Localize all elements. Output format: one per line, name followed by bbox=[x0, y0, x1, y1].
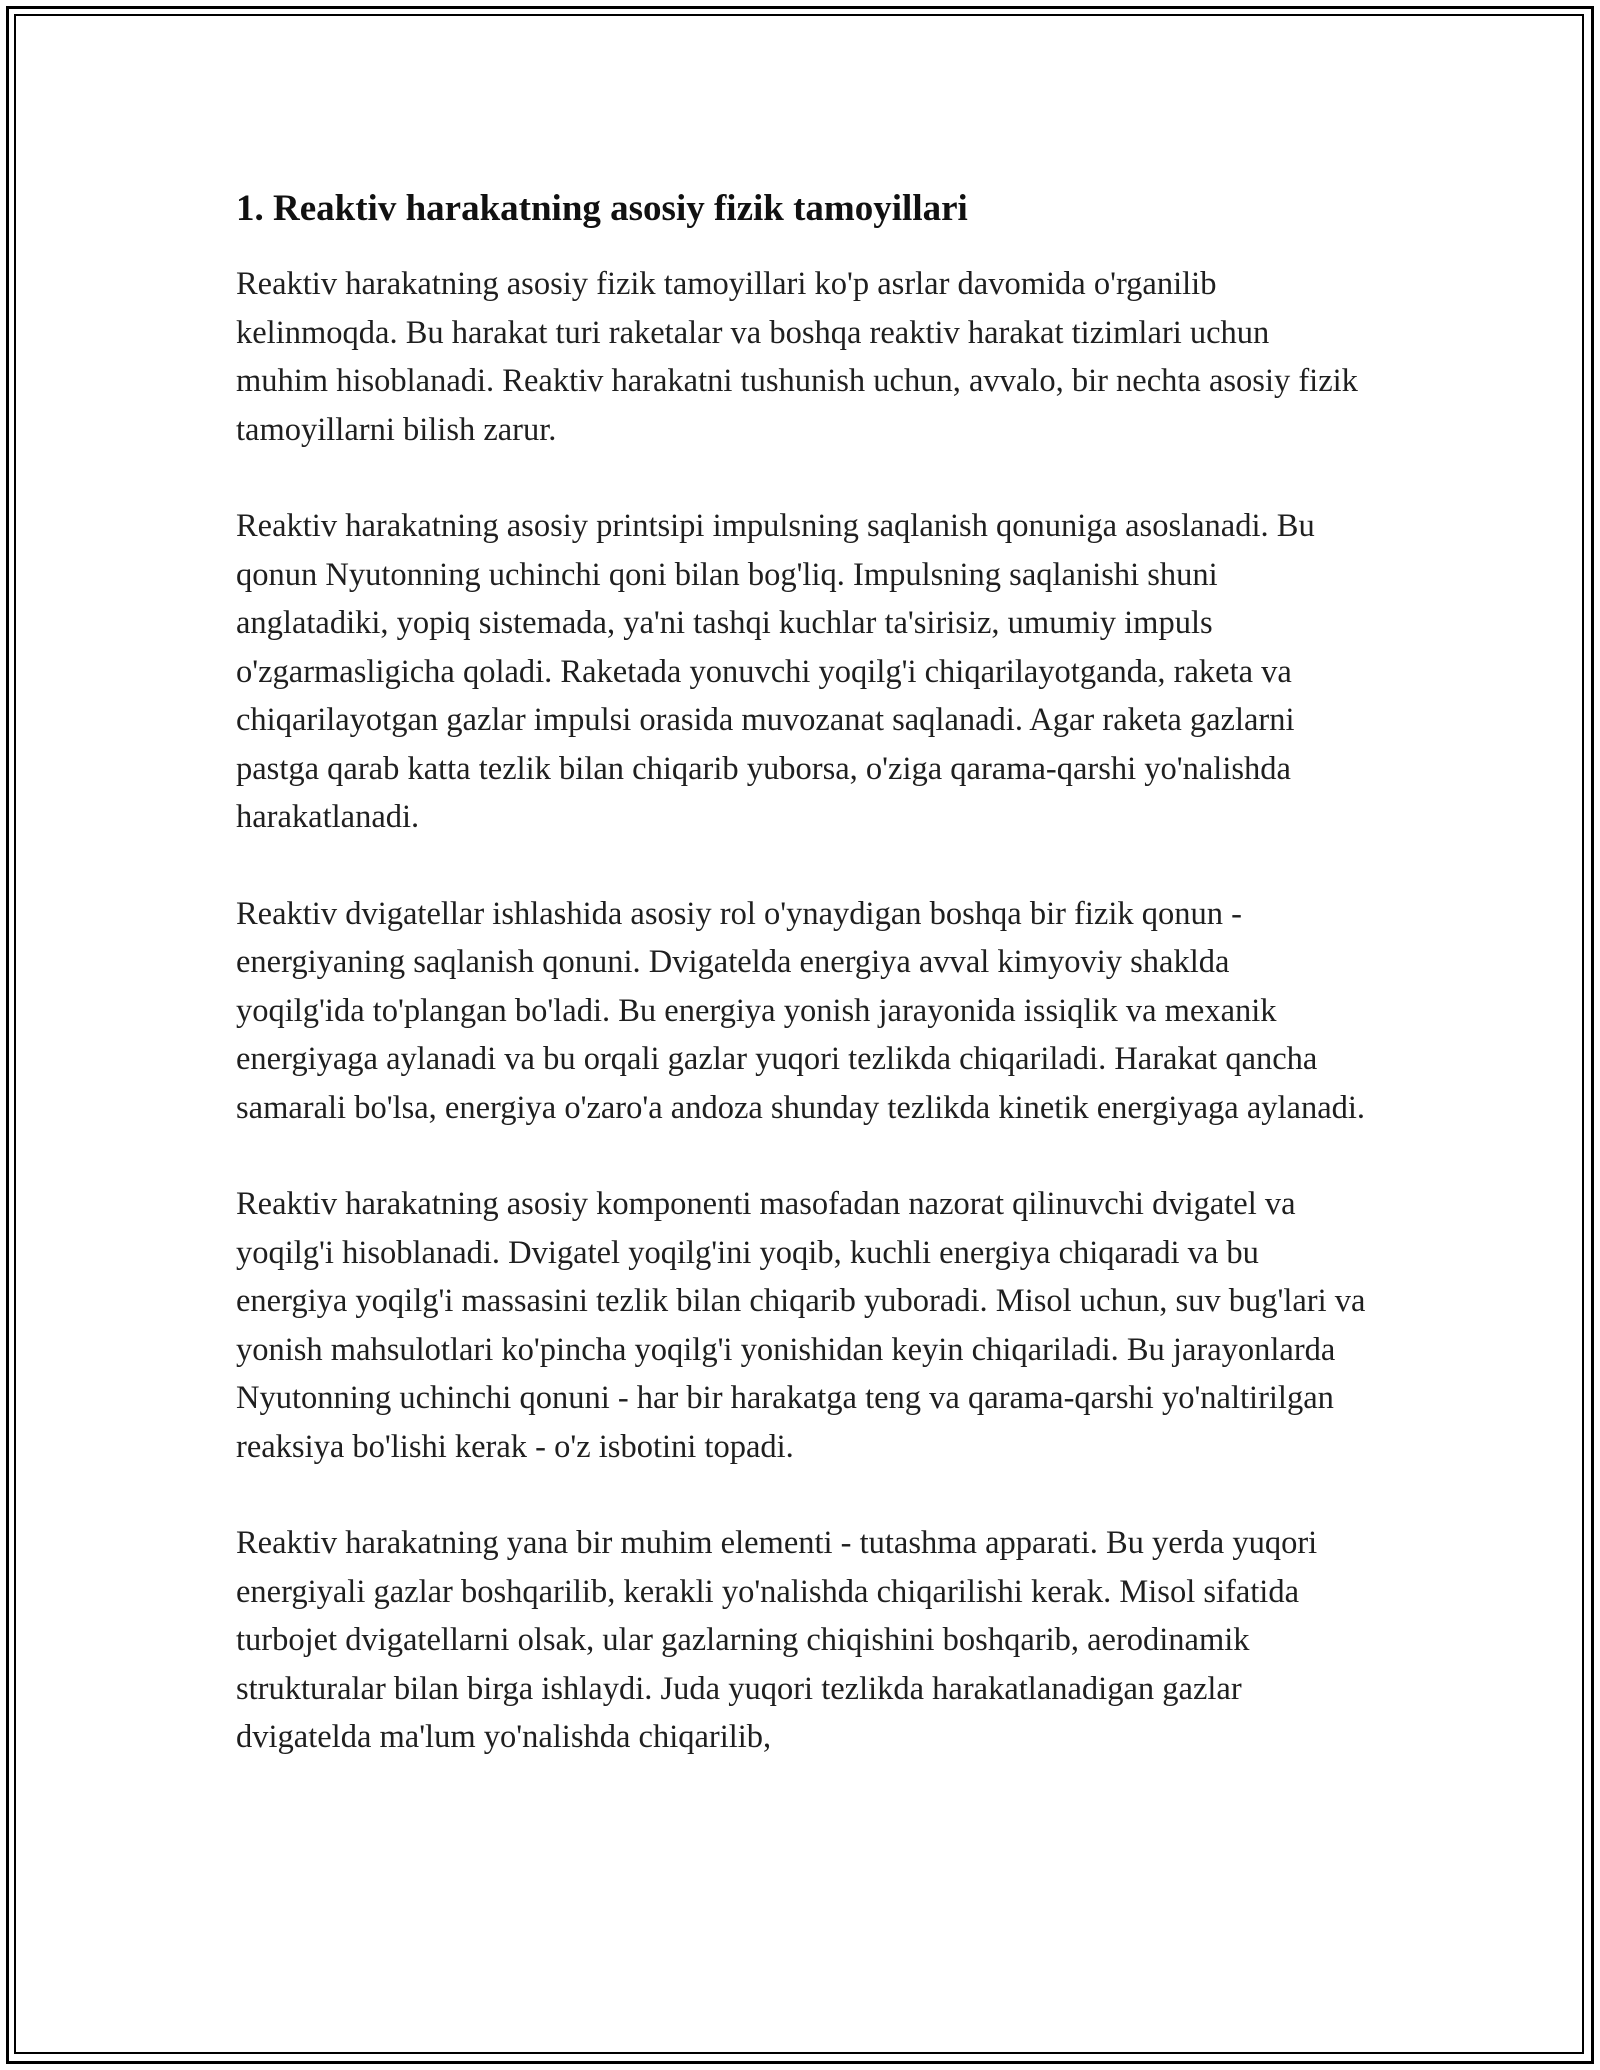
paragraph-4: Reaktiv harakatning asosiy komponenti masofadan nazorat qilinuvchi dvigatel va yoqilg'i hisoblanadi. Dvigatel yoqilg'ini yoqib, kuchli energiya chiqaradi va bu energiya yoqilg'i massasini tezlik bilan chiqarib yuboradi. Misol uchun, suv bug'lari va yonish mahsulotlari ko'pincha yoqilg'i yonishidan keyin chiqariladi. Bu jarayonlarda Nyutonning uchinchi qonuni - har bir harakatga teng va qarama-qarshi yo'naltirilgan reaksiya bo'lishi kerak - o'z isbotini topadi. bbox=[236, 1186, 1366, 1465]
paragraph-5: Reaktiv harakatning yana bir muhim elementi - tutashma apparati. Bu yerda yuqori energiyali gazlar boshqarilib, kerakli yo'nalishda chiqarilishi kerak. Misol sifatida turbojet dvigatellarni olsak, ular gazlarning chiqishini boshqarib, aerodinamik strukturalar bilan birga ishlaydi. Juda yuqori tezlikda harakatlanadigan gazlar dvigatelda ma'lum yo'nalishda chiqarilib, bbox=[236, 1525, 1318, 1756]
paragraph-3: Reaktiv dvigatellar ishlashida asosiy rol o'ynaydigan boshqa bir fizik qonun - energiyaning saqlanish qonuni. Dvigatelda energiya avval kimyoviy shaklda yoqilg'ida to'plangan bo'ladi. Bu energiya yonish jarayonida issiqlik va mexanik energiyaga aylanadi va bu orqali gazlar yuqori tezlikda chiqariladi. Harakat qancha samarali bo'lsa, energiya o'zaro'a andoza shunday tezlikda kinetik energiyaga aylanadi. bbox=[236, 895, 1366, 1126]
paragraph-1: Reaktiv harakatning asosiy fizik tamoyillari ko'p asrlar davomida o'rganilib kelinmoqda. Bu harakat turi raketalar va boshqa reaktiv harakat tizimlari uchun muhim hisoblanadi. Reaktiv harakatni tushunish uchun, avvalo, bir nechta asosiy fizik tamoyillarni bilish zarur. bbox=[236, 266, 1358, 448]
document-body bbox=[236, 186, 1366, 1810]
paragraph-2: Reaktiv harakatning asosiy printsipi impulsning saqlanish qonuniga asoslanadi. Bu qonun Nyutonning uchinchi qoni bilan bog'liq. Impulsning saqlanishi shuni anglatadiki, yopiq sistemada, ya'ni tashqi kuchlar ta'sirisiz, umumiy impuls o'zgarmasligicha qoladi. Raketada yonuvchi yoqilg'i chiqarilayotganda, raketa va chiqarilayotgan gazlar impulsi orasida muvozanat saqlanadi. Agar raketa gazlarni pastga qarab katta tezlik bilan chiqarib yuborsa, o'ziga qarama-qarshi yo'nalishda harakatlanadi. bbox=[236, 508, 1315, 836]
section-heading: 1. Reaktiv harakatning asosiy fizik tamoyillari bbox=[236, 188, 968, 229]
